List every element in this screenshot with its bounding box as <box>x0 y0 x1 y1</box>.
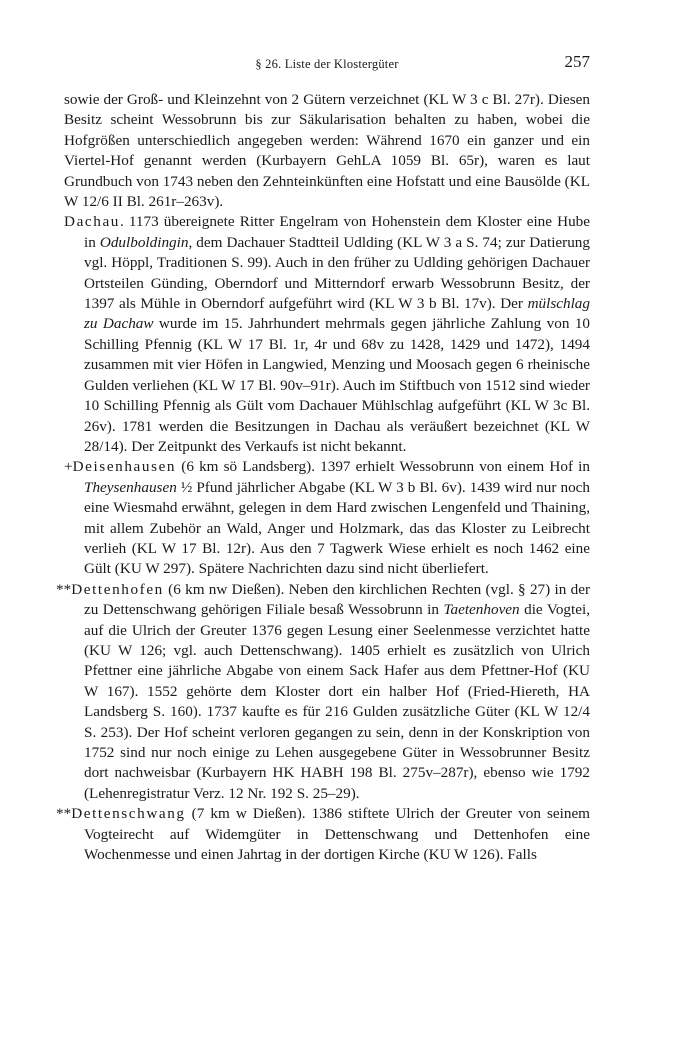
entry-marker: + <box>64 458 73 476</box>
running-title: § 26. Liste der Klostergüter <box>255 57 399 71</box>
entry-place-name: Dettenhofen <box>71 580 164 598</box>
entry-marker: ** <box>56 580 72 598</box>
page-number: 257 <box>564 52 590 71</box>
entry-text: wurde im 15. Jahrhundert mehrmals gegen jährliche Zahlung von 10 Schilling Pfennig (KL W 17 Bl. 1r, 4r und 68v zu 1428, 1429 und 1472), 1494 zusammen mit vier Höfen in Langwied, Menzing und Moosach gegen 6 rheinische Gulden verliehen (KL W 17 Bl. 90v–91r). Auch im Stiftbuch von 1512 sind wieder 10 Schilling Pfennig als Gült vom Dachauer Mühlschlag aufgeführt (KL W 3c Bl. 26v). 1781 werden die Besitzungen in Dachau als veräußert bezeichnet (KL W 28/14). Der Zeitpunkt des Verkaufs ist nicht bekannt. <box>84 315 591 455</box>
entry-dettenschwang <box>56 804 590 865</box>
entry-place-name: Deisenhausen <box>72 458 177 476</box>
entry-dachau <box>64 212 591 457</box>
entry-text: . 1173 übereignete Ritter Engelram von Hohenstein dem Kloster eine Hube in <box>84 213 590 251</box>
entry-continuation <box>64 90 590 212</box>
entry-marker: ** <box>56 805 72 823</box>
entry-dettenhofen <box>56 580 590 804</box>
body-text <box>56 90 591 865</box>
entry-deisenhausen <box>64 457 590 579</box>
entry-italic-text: Taetenhoven <box>443 601 520 619</box>
entry-text: , dem Dachauer Stadtteil Udlding (KL W 3 a S. 74; zur Datierung vgl. Höppl, Traditionen S. 99). Auch in den früher zu Udlding gehörigen Dachauer Ortsteilen Günding, Oberndorf und Mitterndorf erwarb Wessobrunn Besitz, der 1397 als Mühle in Oberndorf aufgeführt wird (KL W 3 b Bl. 17v). Der <box>84 233 590 313</box>
entry-italic-text: mülschlag zu Dachaw <box>84 295 590 333</box>
running-head <box>64 52 590 76</box>
entry-place-name: Dachau <box>64 213 120 231</box>
entry-italic-text: Theysenhausen <box>84 478 177 496</box>
entry-text: (6 km sö Landsberg). 1397 erhielt Wessobrunn von einem Hof in <box>176 458 590 476</box>
entry-text: (6 km nw Dießen). Neben den kirchlichen Rechten (vgl. § 27) in der zu Dettenschwang gehörigen Filiale besaß Wessobrunn in <box>84 580 590 619</box>
entry-place-name: Dettenschwang <box>71 805 186 823</box>
entry-text: (7 km w Dießen). 1386 stiftete Ulrich der Greuter von seinem Vogteirecht auf Widemgüter in Dettenschwang und Dettenhofen eine Wochenmesse und einen Jahrtag in der dortigen Kirche (KU W 126). Falls <box>84 805 590 864</box>
entry-text: ½ Pfund jährlicher Abgabe (KL W 3 b Bl. 6v). 1439 wird nur noch eine Wiesmahd erwähnt, gelegen in dem Hard zwischen Lengenfeld und Thaining, mit allem Zubehör an Wald, Anger und Holzmark, das das Kloster zu Leibrecht verlieh (KL W 17 Bl. 12r). Aus den 7 Tagwerk Wiese erhielt es noch 1462 eine Gült (KU W 297). Spätere Nachrichten dazu sind nicht überliefert. <box>84 478 590 578</box>
entry-text: sowie der Groß- und Kleinzehnt von 2 Gütern verzeichnet (KL W 3 c Bl. 27r). Diesen Besitz scheint Wessobrunn bis zur Säkularisation behalten zu haben, wobei die Hofgrößen unterschiedlich angegeben werden: Während 1670 ein ganzer und ein Viertel-Hof genannt werden (Kurbayern GehLA 1059 Bl. 65r), waren es laut Grundbuch von 1743 neben den Zehnteinkünften eine Hofstatt und eine Bausölde (KL W 12/6 II Bl. 261r–263v). <box>64 91 590 211</box>
entry-text: die Vogtei, auf die Ulrich der Greuter 1376 gegen Lesung einer Seelenmesse verzichtet hatte (KU W 126; vgl. auch Dettenschwang). 1405 erhielt es zusätzlich von Ulrich Pfettner eine jährliche Abgabe von einem Sack Hafer aus dem Pfettner-Hof (KU W 167). 1552 gehörte dem Kloster dort ein halber Hof (Fried-Hiereth, HA Landsberg S. 160). 1737 kaufte es für 216 Gulden zusätzliche Güter (KL W 12/4 S. 253). Der Hof scheint verloren gegangen zu sein, denn in der Konskription von 1752 sind nur noch einige zu Lehen ausgegebene Güter in Wessobrunner Besitz dort nachweisbar (Kurbayern HK HABH 198 Bl. 275v–287r), ebenso wie 1792 (Lehenregistratur Verz. 12 Nr. 192 S. 25–29). <box>84 601 590 802</box>
entry-italic-text: Odulboldingin <box>99 233 189 251</box>
